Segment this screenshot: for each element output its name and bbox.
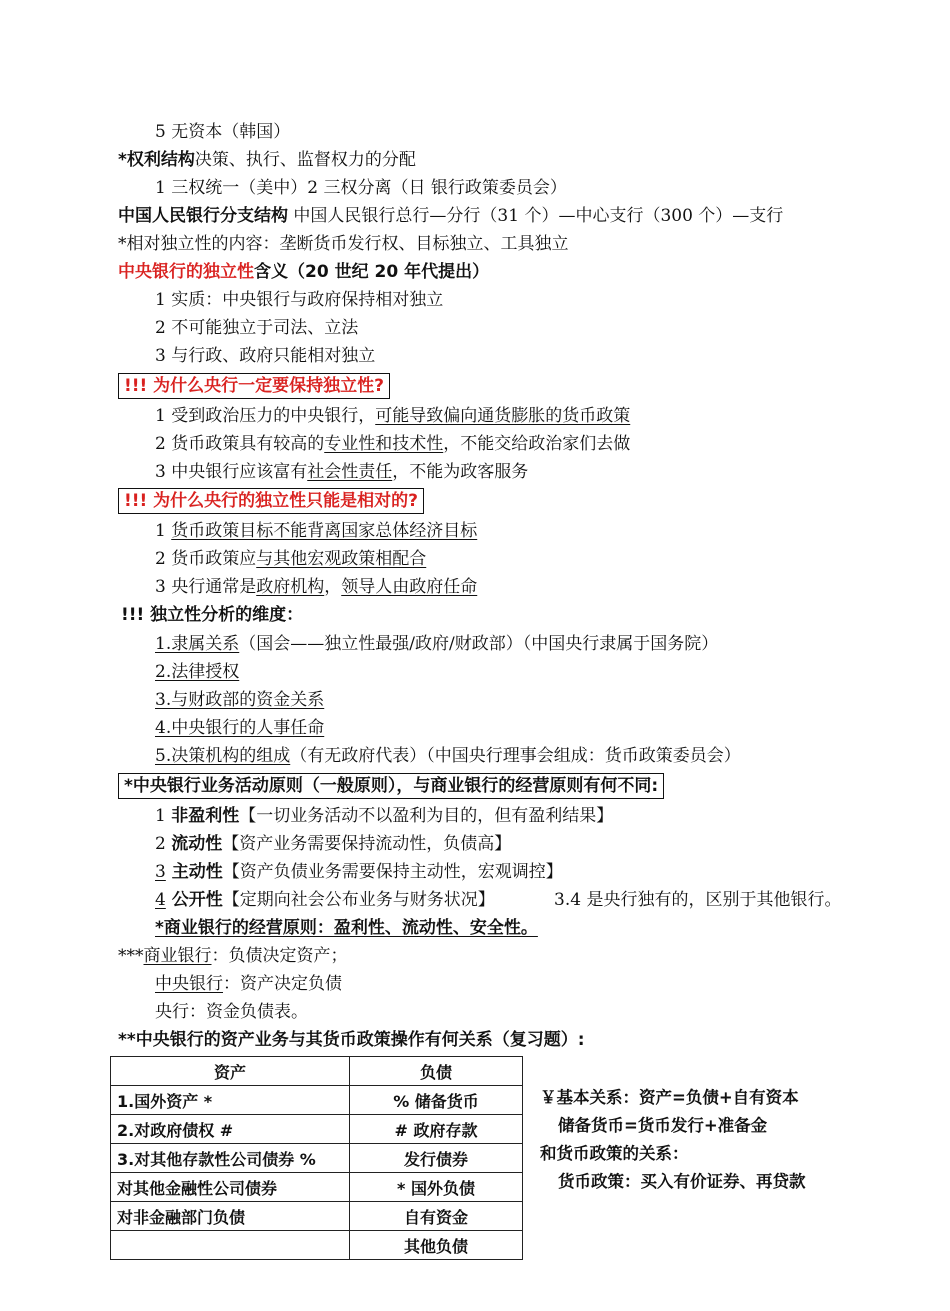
boxed-principles: *中央银行业务活动原则（一般原则），与商业银行的经营原则有何不同: xyxy=(121,776,661,796)
liability-cell: 其他负债 xyxy=(350,1231,523,1260)
asset-cell xyxy=(111,1231,350,1260)
initiative-term: 主动性 xyxy=(165,862,223,882)
table-row xyxy=(111,1086,523,1115)
decision-body-text: （有无政府代表）（中国央行理事会组成：货币政策委员会） xyxy=(290,746,741,766)
line-commercial-principles: *商业银行的经营原则：盈利性、流动性、安全性。 xyxy=(155,918,538,938)
line-publicity-note: 3.4 是央行独有的，区别于其他银行。 xyxy=(554,890,842,910)
line-policy-goal xyxy=(155,520,477,542)
line-relative-independence: *相对独立性的内容：垄断货币发行权、目标独立、工具独立 xyxy=(118,234,569,254)
line-publicity xyxy=(155,889,495,911)
agency-prefix: 3 央行通常是 xyxy=(155,577,257,597)
line-professional xyxy=(155,433,630,455)
question-why-relative xyxy=(121,490,421,512)
liquidity-number: 2 xyxy=(155,834,172,854)
liquidity-desc: 【资产业务需要保持流动性，负债高】 xyxy=(222,834,512,854)
power-structure-text: 决策、执行、监督权力的分配 xyxy=(194,150,416,170)
line-no-capital: 5 无资本（韩国） xyxy=(155,122,291,142)
basic-relation: ￥基本关系：资产=负债+自有资本 xyxy=(540,1088,799,1107)
commercial-bank-text: ：负债决定资产； xyxy=(211,946,348,966)
liability-cell: # 政府存款 xyxy=(350,1115,523,1144)
table-row xyxy=(111,1115,523,1144)
monetary-policy-tools: 货币政策：买入有价证券、再贷款 xyxy=(558,1172,806,1191)
liability-cell: * 国外负债 xyxy=(350,1173,523,1202)
agency-underlined: 政府机构 xyxy=(256,577,325,597)
power-structure-heading: *权利结构 xyxy=(118,150,195,170)
initiative-number: 3 xyxy=(155,862,166,882)
independence-meaning-text: 含义（20 世纪 20 年代提出） xyxy=(254,262,490,282)
professional-prefix: 2 货币政策具有较高的 xyxy=(155,434,325,454)
liability-cell: 发行债券 xyxy=(350,1144,523,1173)
pboc-branches-heading: 中国人民银行分支结构 xyxy=(118,206,288,226)
subordination-text: （国会——独立性最强/政府/财政部）（中国央行隶属于国务院） xyxy=(239,634,719,654)
line-non-profit xyxy=(155,805,613,827)
professional-suffix: ，不能交给政治家们去做 xyxy=(443,434,631,454)
liquidity-term: 流动性 xyxy=(171,834,223,854)
social-prefix: 3 中央银行应该富有 xyxy=(155,462,308,482)
line-balance-sheet: 央行：资金负债表。 xyxy=(155,1002,308,1022)
line-personnel: 4.中央银行的人事任命 xyxy=(155,718,325,738)
heading-principles xyxy=(121,775,661,797)
line-administrative: 3 与行政、政府只能相对独立 xyxy=(155,346,376,366)
line-liquidity xyxy=(155,833,511,855)
publicity-number: 4 xyxy=(155,890,166,910)
line-central-bank xyxy=(155,973,342,995)
social-suffix: ，不能为政客服务 xyxy=(392,462,529,482)
subordination-underlined: 1.隶属关系 xyxy=(155,634,240,654)
asset-cell: 2.对政府债权 # xyxy=(111,1115,350,1144)
central-bank-underlined: 中央银行 xyxy=(155,974,223,994)
agency-comma: ， xyxy=(324,577,342,597)
independence-red-heading: 中央银行的独立性 xyxy=(118,262,254,282)
coordination-prefix: 2 货币政策应 xyxy=(155,549,257,569)
balance-sheet-table xyxy=(110,1056,523,1260)
leader-underlined: 领导人由政府任命 xyxy=(341,577,478,597)
publicity-desc: 【定期向社会公布业务与财务状况】 xyxy=(222,890,495,910)
table-row xyxy=(111,1231,523,1260)
asset-cell: 3.对其他存款性公司债券 % xyxy=(111,1144,350,1173)
political-pressure-text: 1 受到政治压力的中央银行， xyxy=(155,406,376,426)
social-underlined: 社会性责任 xyxy=(307,462,393,482)
header-assets: 资产 xyxy=(111,1057,350,1086)
line-decision-body xyxy=(155,745,741,767)
line-pboc-branches xyxy=(118,205,783,227)
liability-cell: % 储备货币 xyxy=(350,1086,523,1115)
inflation-bias-text: 可能导致偏向通货膨胀的货币政策 xyxy=(375,406,631,426)
asset-cell: 对其他金融性公司债券 xyxy=(111,1173,350,1202)
publicity-term: 公开性 xyxy=(165,890,223,910)
asset-cell: 对非金融部门负债 xyxy=(111,1202,350,1231)
pboc-branches-text: 中国人民银行总行—分行（31 个）—中心支行（300 个）—支行 xyxy=(288,206,784,226)
line-judicial: 2 不可能独立于司法、立法 xyxy=(155,318,359,338)
non-profit-desc: 【一切业务活动不以盈利为目的，但有盈利结果】 xyxy=(239,806,614,826)
line-independence-meaning xyxy=(118,261,489,283)
line-power-structure xyxy=(118,149,416,171)
heading-dimensions: !!! 独立性分析的维度： xyxy=(121,605,304,625)
boxed-question-1: !!! 为什么央行一定要保持独立性? xyxy=(121,376,387,396)
table-row xyxy=(111,1202,523,1231)
commercial-bank-underlined: 商业银行 xyxy=(143,946,212,966)
heading-review-question: **中央银行的资产业务与其货币政策操作有何关系（复习题）: xyxy=(118,1030,585,1050)
non-profit-term: 非盈利性 xyxy=(171,806,240,826)
policy-goal-underlined: 货币政策目标不能背离国家总体经济目标 xyxy=(171,521,478,541)
line-government-agency xyxy=(155,576,477,598)
policy-relation-heading: 和货币政策的关系： xyxy=(540,1144,689,1163)
line-political-pressure xyxy=(155,405,630,427)
line-subordination xyxy=(155,633,718,655)
line-coordination xyxy=(155,548,426,570)
central-bank-text: ：资产决定负债 xyxy=(223,974,342,994)
line-social-responsibility xyxy=(155,461,528,483)
question-why-independent xyxy=(121,375,387,397)
table-header-row xyxy=(111,1057,523,1086)
asset-cell: 1.国外资产 * xyxy=(111,1086,350,1115)
line-initiative xyxy=(155,861,563,883)
header-liabilities: 负债 xyxy=(350,1057,523,1086)
line-power-types: 1 三权统一（美中）2 三权分离（日 银行政策委员会） xyxy=(155,178,567,198)
boxed-question-2: !!! 为什么央行的独立性只能是相对的? xyxy=(121,491,421,511)
table-row xyxy=(111,1173,523,1202)
liability-cell: 自有资金 xyxy=(350,1202,523,1231)
professional-underlined: 专业性和技术性 xyxy=(324,434,444,454)
coordination-underlined: 与其他宏观政策相配合 xyxy=(256,549,427,569)
non-profit-number: 1 xyxy=(155,806,172,826)
line-treasury-funds: 3.与财政部的资金关系 xyxy=(155,690,325,710)
line-legal-authorization: 2.法律授权 xyxy=(155,662,240,682)
line-commercial-bank xyxy=(118,945,348,967)
policy-goal-number: 1 xyxy=(155,521,172,541)
table-row xyxy=(111,1144,523,1173)
line-essence: 1 实质：中央银行与政府保持相对独立 xyxy=(155,290,444,310)
stars-prefix: *** xyxy=(118,946,144,966)
initiative-desc: 【资产负债业务需要保持主动性，宏观调控】 xyxy=(222,862,563,882)
reserve-currency-relation: 储备货币=货币发行+准备金 xyxy=(558,1116,768,1135)
decision-body-underlined: 5.决策机构的组成 xyxy=(155,746,291,766)
